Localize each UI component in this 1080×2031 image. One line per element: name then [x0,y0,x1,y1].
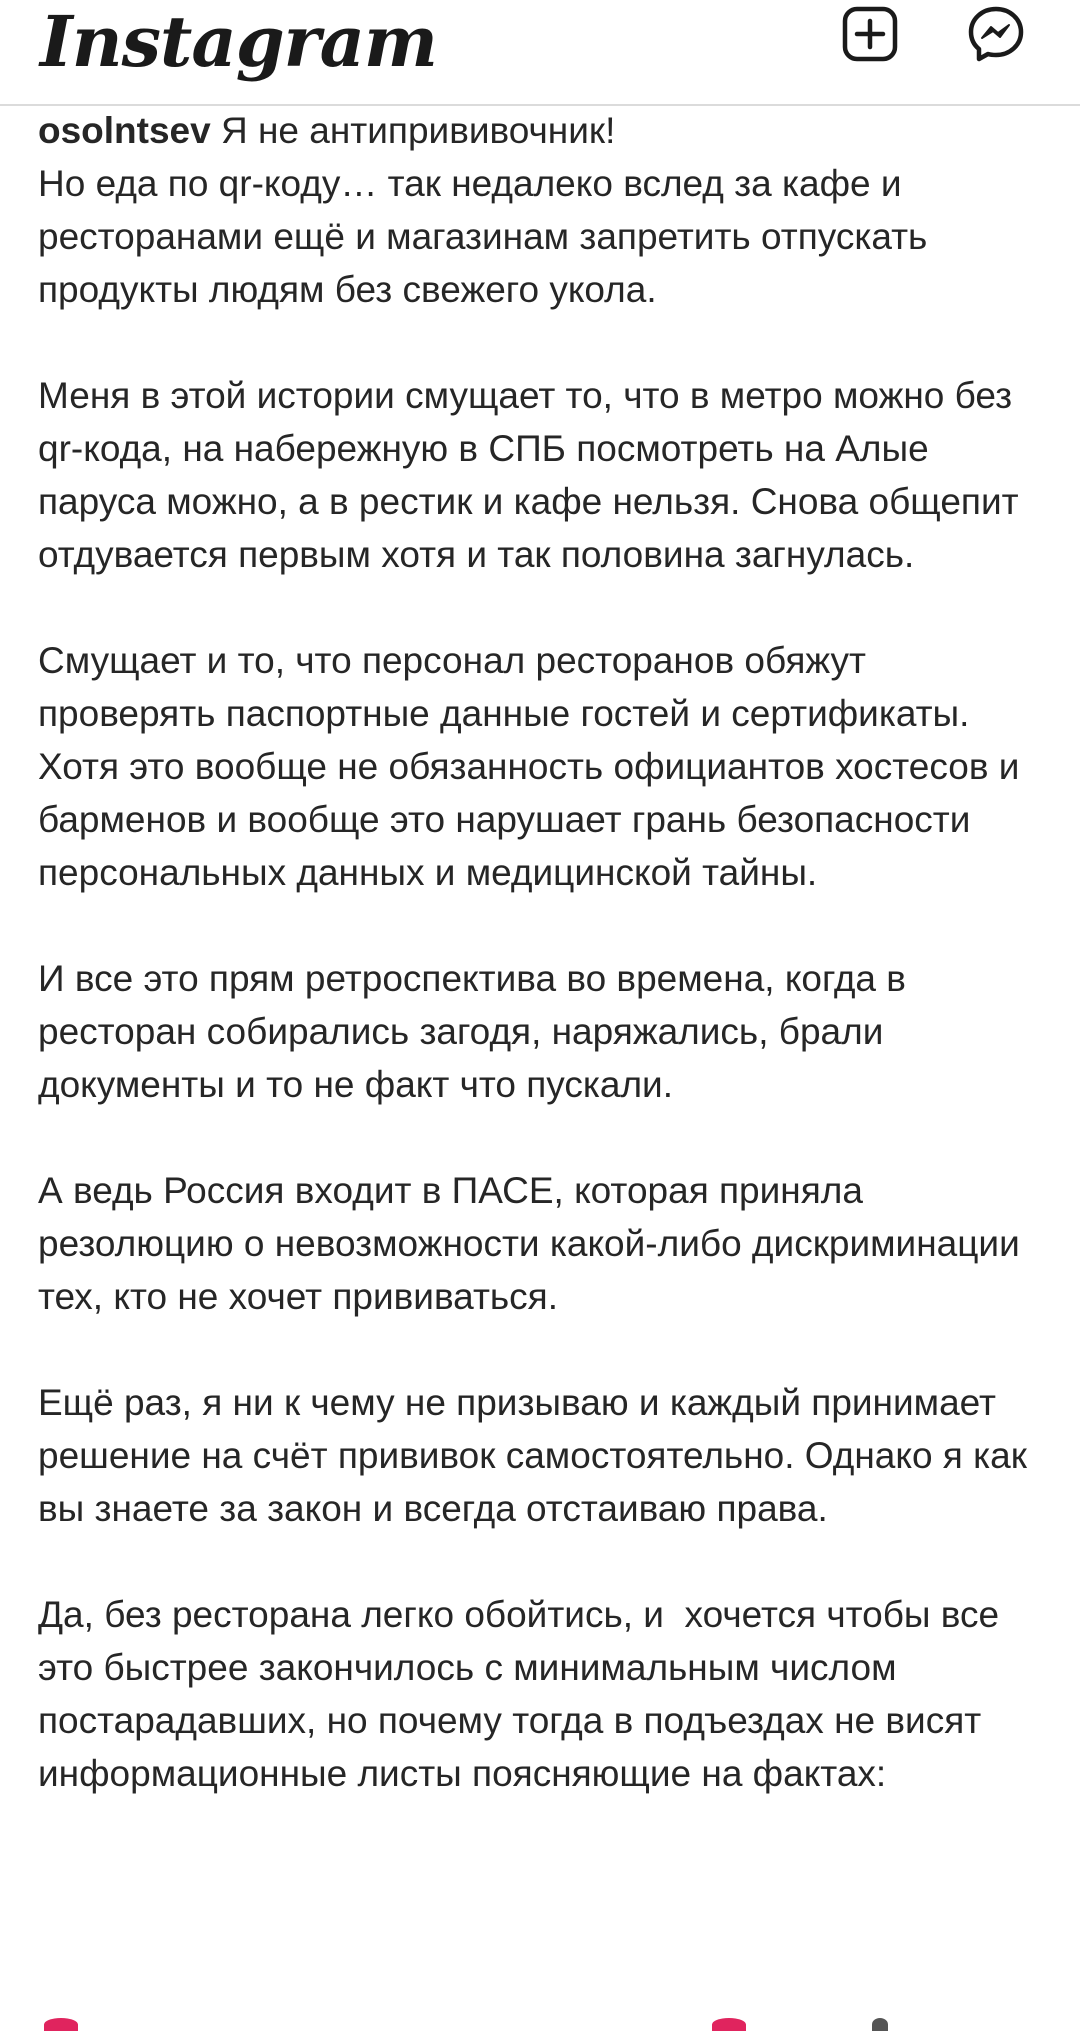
top-app-bar [0,0,1080,106]
post-username[interactable]: osolntsev [38,110,211,151]
direct-messages-button[interactable] [964,2,1028,66]
plus-square-icon [841,5,899,63]
caption-paragraph: И все это прям ретроспектива во времена, когда в ресторан собирались загодя, наряжались, брали документы и то не факт что пускали. [38,958,917,1105]
caption-paragraph: Да, без ресторана легко обойтись, и хочется чтобы все это быстрее закончилось с минимальным числом постарадавших, но почему тогда в подъездах не висят информационные листы поясняющие на фактах: [38,1594,1010,1794]
emoji-peek-red-icon [712,2018,746,2031]
glyph-peek-icon [872,2018,888,2031]
caption-paragraph: Ещё раз, я ни к чему не призываю и каждый принимает решение на счёт прививок самостоятельно. Однако я как вы знаете за закон и всегда отстаиваю права. [38,1382,1038,1529]
caption-text: Я не антипрививочник! Но еда по qr-коду… так недалеко вслед за кафе и ресторанами ещё и магазинам запретить отпускать продукты людям без свежего укола. [38,110,928,310]
caption-paragraph [38,104,1048,316]
new-post-button[interactable] [838,2,902,66]
emoji-peek-red-icon [44,2018,78,2031]
messenger-icon [966,4,1026,64]
caption-paragraph: Меня в этой истории смущает то, что в метро можно без qr-кода, на набережную в СПБ посмотреть на Алые паруса можно, а в рестик и кафе нельзя. Снова общепит отдувается первым хотя и так половина загнулась. [38,375,1029,575]
post-caption [38,104,1048,1853]
caption-paragraph: Смущает и то, что персонал ресторанов обяжут проверять паспортные данные гостей и сертификаты. Хотя это вообще не обязанность официантов хостесов и барменов и вообще это нарушает грань безопасности персональных данных и медицинской тайны. [38,640,1030,893]
caption-paragraph: А ведь Россия входит в ПАСЕ, которая приняла резолюцию о невозможности какой-либо дискриминации тех, кто не хочет прививаться. [38,1170,1031,1317]
instagram-logo[interactable]: Instagram [40,0,437,83]
